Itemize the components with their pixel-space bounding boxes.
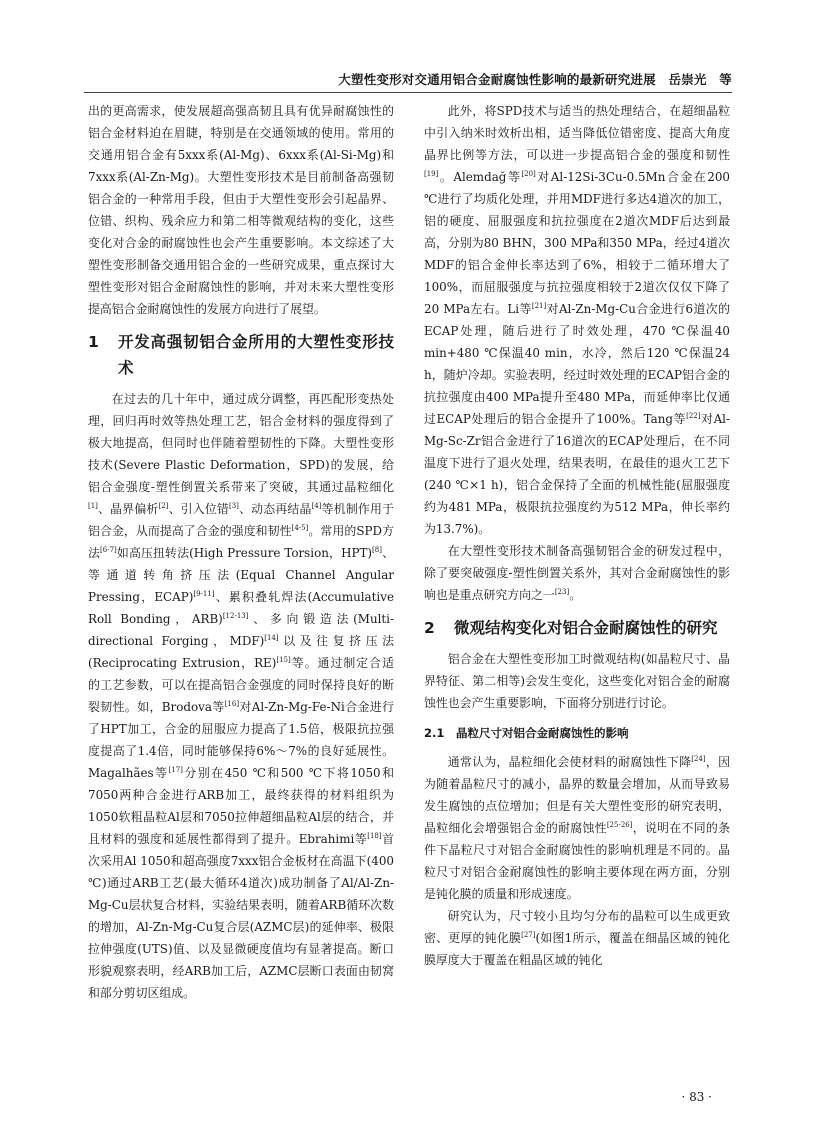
- section-2-heading: [424, 615, 730, 641]
- subsection-2-1-heading: [424, 723, 730, 743]
- citation: [2]: [158, 502, 169, 511]
- citation: [4]: [311, 502, 322, 511]
- paragraph-heat-treatment: 此外，将SPD技术与适当的热处理结合，在超细晶粒中引入纳米时效析出相，适当降低位错密度、提高大角度晶界比例等方法，可以进一步提高铝合金的强度和韧性[19]。Alemdağ等[20]对Al-12Si-3Cu-0.5Mn合金在200 ℃进行了均质化处理，并用MDF进行多达4道次的加工，铝的硬度、屈服强度和抗拉强度在2道次MDF后达到最高，分别为80 BHN，300 MPa和350 MPa，经过4道次MDF的铝合金伸长率达到了6%，相较于二循环增大了100%，而屈服强度与抗拉强度相较于2道次仅仅下降了20 MPa左右。Li等[21]对Al-Zn-Mg-Cu合金进行6道次的ECAP处理，随后进行了时效处理，470 ℃保温40 min+480 ℃保温40 min，水冷，然后120 ℃保温24 h，随炉冷却。实验表明，经过时效处理的ECAP铝合金的抗拉强度由400 MPa提升至480 MPa，而延伸率比仅通过ECAP处理后的铝合金提升了100%。Tang等[22]对Al-Mg-Sc-Zr铝合金进行了16道次的ECAP处理后，在不同温度下进行了退火处理，结果表明，在最佳的退火工艺下(240 ℃×1 h)，铝合金保持了全面的机械性能(屈服强度约为481 MPa，极限抗拉强度约为512 MPa，伸长率约为13.7%)。: [424, 104, 730, 536]
- citation: [18]: [367, 832, 382, 841]
- right-column: [424, 100, 730, 971]
- paragraph-grain-size: 通常认为，晶粒细化会使材料的耐腐蚀性下降[24]，因为随着晶粒尺寸的减小，晶界的数量会增加，从而导致易发生腐蚀的点位增加；但是有关大塑性变形的研究表明，晶粒细化会增强铝合金的耐腐蚀性[25-26]，说明在不同的条件下晶粒尺寸对铝合金耐腐蚀性的影响机理是不同的。晶粒尺寸对铝合金耐腐蚀性的影响主要体现在两方面，分别是钝化膜的质量和形成速度。: [424, 755, 730, 901]
- citation: [20]: [521, 170, 536, 179]
- paragraph-microstructure: 铝合金在大塑性变形加工时微观结构(如晶粒尺寸、晶界特征、第二相等)会发生变化，这些变化对铝合金的耐腐蚀性也会产生重要影响，下面将分别进行讨论。: [424, 652, 730, 710]
- citation: [19]: [424, 170, 439, 179]
- citation: [3]: [229, 502, 239, 511]
- paragraph-intro-continuation: 出的更高需求，使发展超高强高韧且具有优异耐腐蚀性的铝合金材料迫在眉睫，特别是在交通领域的使用。常用的交通用铝合金有5xxx系(Al-Mg)、6xxx系(Al-Si-Mg)和7xxx系(Al-Zn-Mg)。大塑性变形技术是目前制备高强韧铝合金的一种常用手段，但由于大塑性变形会引起晶界、位错、织构、残余应力和第二相等微观结构的变化，这些变化对合金的耐腐蚀性也会产生重要影响。本文综述了大塑性变形制备交通用铝合金的一些研究成果，重点探讨大塑性变形对铝合金耐腐蚀性的影响，并对未来大塑性变形提高铝合金耐腐蚀性的发展方向进行了展望。: [88, 104, 394, 316]
- citation: [8]: [372, 546, 382, 555]
- citation: [17]: [168, 766, 183, 775]
- header-rule: [84, 92, 732, 93]
- citation: [4-5]: [291, 524, 309, 533]
- page-number: · 83 ·: [681, 1090, 712, 1104]
- citation: [9-11]: [193, 590, 215, 599]
- citation: [23]: [554, 588, 570, 597]
- citation: [24]: [691, 755, 706, 764]
- citation: [12-13]: [222, 612, 249, 621]
- citation: [25-26]: [606, 821, 633, 830]
- citation: [22]: [686, 412, 701, 421]
- citation: [14]: [264, 634, 279, 643]
- paragraph-corrosion-focus: 在大塑性变形技术制备高强韧铝合金的研发过程中，除了要突破强度-塑性倒置关系外，其对合金耐腐蚀性的影响也是重点研究方向之一[23]。: [424, 544, 730, 602]
- subsection-title: 晶粒尺寸对铝合金耐腐蚀性的影响: [456, 726, 629, 740]
- left-column: [88, 100, 394, 1004]
- citation: [27]: [521, 931, 536, 940]
- paragraph-spd-methods: 在过去的几十年中，通过成分调整，再匹配形变热处理，回归再时效等热处理工艺，铝合金材料的强度得到了极大地提高，但同时也伴随着塑韧性的下降。大塑性变形技术(Severe Plastic Deformation，SPD)的发展，给铝合金强度-塑性倒置关系带来了突破，其通过晶粒细化[1]、晶界偏析[2]、引入位错[3]、动态再结晶[4]等机制作用于铝合金，从而提高了合金的强度和韧性[4-5]。常用的SPD方法[6-7]如高压扭转法(High Pressure Torsion，HPT)[8]、等通道转角挤压法(Equal Channel Angular Pressing，ECAP)[9-11]、累积叠轧焊法(Accumulative Roll Bonding，ARB)[12-13]、多向锻造法(Multi-directional Forging，MDF)[14]以及往复挤压法(Reciprocating Extrusion，RE)[15]等。通过制定合适的工艺参数，可以在提高铝合金强度的同时保持良好的断裂韧性。如，Brodova等[16]对Al-Zn-Mg-Fe-Ni合金进行了HPT加工，合金的屈服应力提高了1.5倍，极限抗拉强度提高了1.4倍，同时能够保持6%～7%的良好延展性。Magalhães等[17]分别在450 ℃和500 ℃下将1050和7050两种合金进行ARB加工，最终获得的材料组织为1050软粗晶粒Al层和7050拉伸超细晶粒Al层的结合，并且材料的强度和延展性都得到了提升。Ebrahimi等[18]首次采用Al 1050和超高强度7xxx铝合金板材在高温下(400 ℃)通过ARB工艺(最大循环4道次)成功制备了Al/Al-Zn-Mg-Cu层状复合材料，实验结果表明，随着ARB循环次数的增加，Al-Zn-Mg-Cu复合层(AZMC层)的延伸率、极限拉伸强度(UTS)值、以及显微硬度值均有显著提高。断口形貌观察表明，经ARB加工后，AZMC层断口表面由韧窝和部分剪切区组成。: [88, 392, 395, 1000]
- section-title: 微观结构变化对铝合金耐腐蚀性的研究: [454, 619, 718, 637]
- section-number: 2: [424, 619, 435, 637]
- subsection-number: 2.1: [424, 726, 445, 740]
- running-title: 大塑性变形对交通用铝合金耐腐蚀性影响的最新研究进展 岳崇光 等: [338, 72, 732, 87]
- section-title: 开发高强韧铝合金所用的大塑性变形技术: [118, 333, 394, 377]
- citation: [15]: [276, 656, 291, 665]
- citation: [16]: [224, 700, 240, 709]
- citation: [21]: [531, 302, 547, 311]
- paragraph-passive-film: 研究认为，尺寸较小且均匀分布的晶粒可以生成更致密、更厚的钝化膜[27](如图1所示，覆盖在细晶区域的钝化膜厚度大于覆盖在粗晶区域的钝化: [424, 909, 730, 967]
- section-1-heading: [88, 329, 394, 381]
- citation: [1]: [88, 502, 98, 511]
- citation: [6-7]: [100, 546, 117, 555]
- section-number: 1: [88, 333, 99, 351]
